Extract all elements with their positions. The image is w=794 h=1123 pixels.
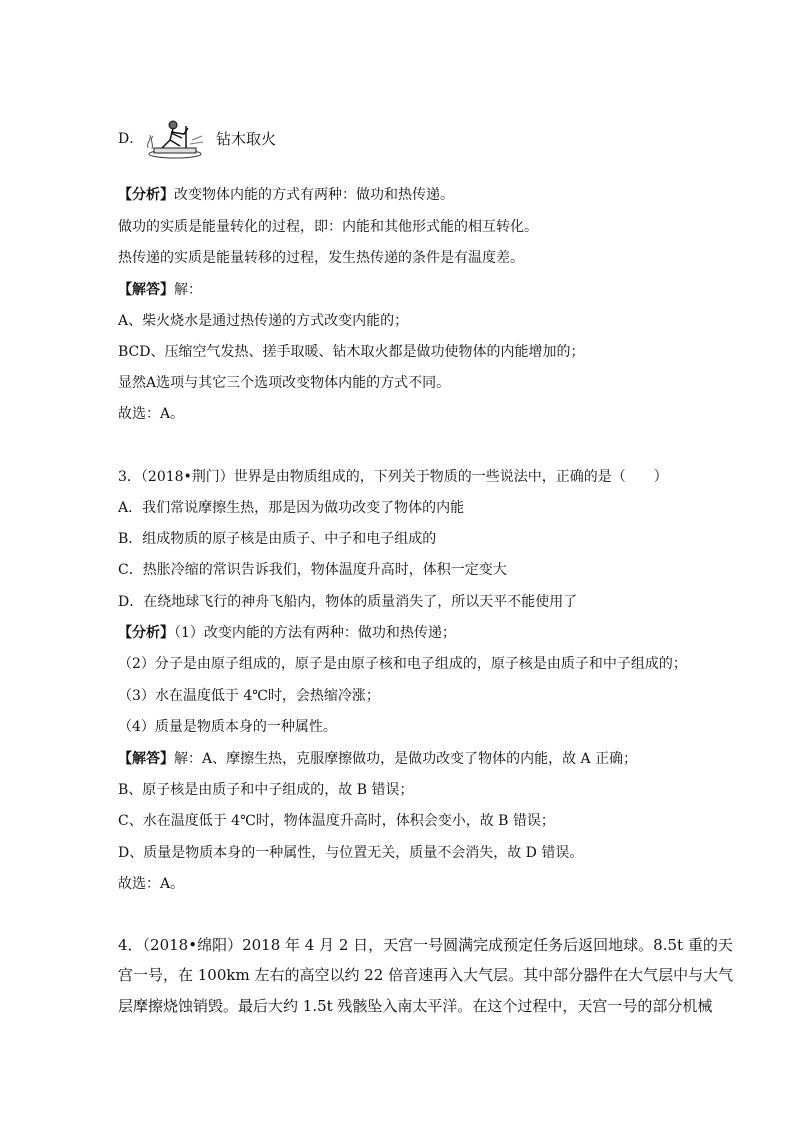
q3-option-a: A．我们常说摩擦生热，那是因为做功改变了物体的内能	[118, 500, 465, 516]
q3-answer-line-4: D、质量是物质本身的一种属性，与位置无关，质量不会消失，故 D 错误。	[118, 845, 584, 861]
q3-answer-line-2: B、原子核是由质子和中子组成的，故 B 错误；	[118, 782, 414, 798]
q3-analysis-line-3: （3）水在温度低于 4℃时，会热缩冷涨；	[118, 688, 380, 704]
q2-analysis-line-2: 做功的实质是能量转化的过程，即：内能和其他形式能的相互转化。	[118, 219, 538, 235]
q3-answer-line-5: 故选：A。	[118, 876, 185, 892]
analysis-tag: 【分析】	[118, 625, 174, 641]
q3-option-b: B．组成物质的原子核是由质子、中子和电子组成的	[118, 531, 437, 547]
q3-analysis-line-1	[118, 623, 456, 643]
q3-answer-line-1	[118, 749, 637, 769]
drilling-wood-fire-figure	[140, 118, 210, 160]
q4-line-1: 4．（2018•绵阳）2018 年 4 月 2 日，天宫一号圆满完成预定任务后返回地球。8.5t 重的天	[118, 936, 733, 954]
q3-answer-line-3: C、水在温度低于 4℃时，物体温度升高时，体积会变小，故 B 错误；	[118, 813, 555, 829]
option-d-caption: 钻木取火	[216, 130, 277, 148]
analysis-tag: 【分析】	[118, 187, 174, 203]
q2-answer-line-3: 显然A选项与其它三个选项改变物体内能的方式不同。	[118, 375, 451, 391]
q2-analysis-line-1	[118, 185, 454, 205]
q3-option-d: D．在绕地球飞行的神舟飞船内，物体的质量消失了，所以天平不能使用了	[118, 594, 578, 610]
q3-stem: 3．（2018•荆门）世界是由物质组成的，下列关于物质的一些说法中，正确的是（ ）	[118, 469, 668, 485]
q2-answer-line-1: A、柴火烧水是通过热传递的方式改变内能的；	[118, 313, 409, 329]
option-d	[118, 118, 276, 160]
q2-answer-head	[118, 280, 202, 300]
answer-tag: 【解答】	[118, 282, 174, 298]
answer-head-text: 解：	[174, 282, 202, 298]
analysis-text: （1）改变内能的方法有两种：做功和热传递；	[174, 625, 456, 641]
q3-analysis-line-2: （2）分子是由原子组成的，原子是由原子核和电子组成的，原子核是由质子和中子组成的；	[118, 656, 687, 672]
q2-answer-line-4: 故选：A。	[118, 406, 185, 422]
option-letter: D．	[118, 131, 144, 147]
q2-answer-line-2: BCD、压缩空气发热、搓手取暖、钻木取火都是做功使物体的内能增加的；	[118, 344, 585, 360]
analysis-text: 改变物体内能的方式有两种：做功和热传递。	[174, 187, 454, 203]
q3-analysis-line-4: （4）质量是物质本身的一种属性。	[118, 719, 337, 735]
answer-tag: 【解答】	[118, 751, 174, 767]
q4-line-2: 宫一号，在 100km 左右的高空以约 22 倍音速再入大气层。其中部分器件在大气层中与大气	[118, 966, 734, 984]
q4-line-3: 层摩擦烧蚀销毁。最后大约 1.5t 残骸坠入南太平洋。在这个过程中，天宫一号的部分机械	[118, 997, 713, 1015]
q3-option-c: C．热胀冷缩的常识告诉我们，物体温度升高时，体积一定变大	[118, 562, 507, 578]
answer-text: 解：A、摩擦生热，克服摩擦做功，是做功改变了物体的内能，故 A 正确；	[174, 751, 638, 767]
q2-analysis-line-3: 热传递的实质是能量转移的过程，发生热传递的条件是有温度差。	[118, 250, 524, 266]
